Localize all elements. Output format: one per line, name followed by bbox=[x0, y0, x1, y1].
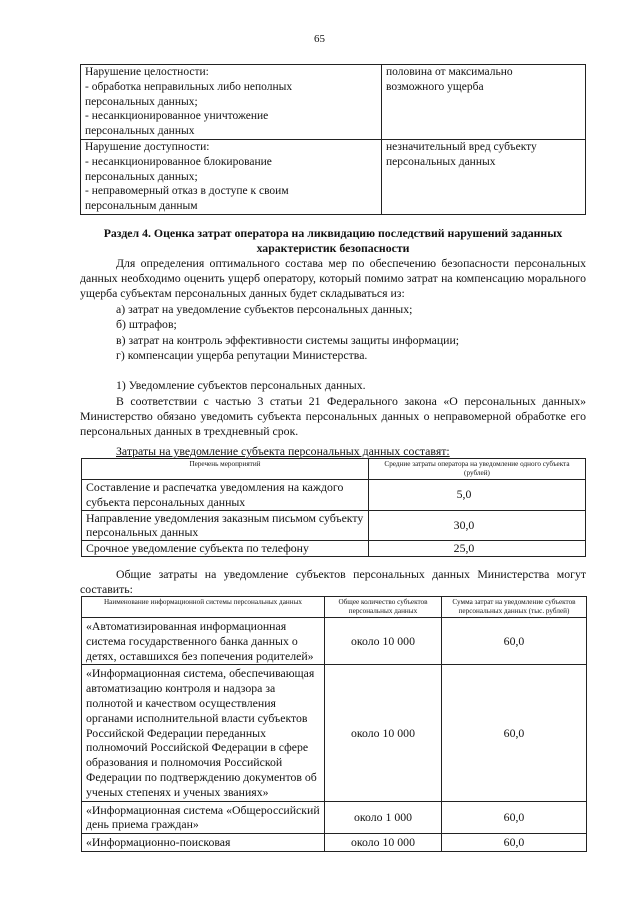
table-row bbox=[82, 834, 587, 852]
table-cell: Направление уведомления заказным письмом субъекту персональных данных bbox=[82, 510, 369, 541]
list-item: б) штрафов; bbox=[116, 317, 177, 331]
table-cell: Срочное уведомление субъекта по телефону bbox=[82, 541, 369, 557]
table-header-row bbox=[82, 459, 586, 480]
body-paragraph: В соответствии с частью 3 статьи 21 Федерального закона «О персональных данных» Министерство обязано уведомить субъекта персональных данных о неправомерной обработке его персональных данных в трехдневный срок. bbox=[80, 394, 586, 439]
table-cell: 25,0 bbox=[369, 541, 586, 557]
cell-line: возможного ущерба bbox=[386, 80, 484, 93]
table-cell: около 10 000 bbox=[325, 618, 442, 665]
table-cell: около 10 000 bbox=[325, 665, 442, 801]
table-cell bbox=[382, 139, 586, 214]
table-cell: 5,0 bbox=[369, 480, 586, 511]
cell-line: - неправомерный отказ в доступе к своим bbox=[85, 185, 289, 198]
list-item: в) затрат на контроль эффективности системы защиты информации; bbox=[116, 333, 460, 347]
cell-line: персональным данным bbox=[85, 200, 198, 213]
column-header: Перечень мероприятий bbox=[82, 459, 369, 480]
table-row bbox=[81, 65, 586, 140]
section-title-line: характеристик безопасности bbox=[256, 241, 410, 255]
table-cell bbox=[81, 139, 382, 214]
table-row bbox=[82, 618, 587, 665]
table-cell bbox=[81, 65, 382, 140]
table-cell: 60,0 bbox=[442, 665, 587, 801]
page-number: 65 bbox=[314, 33, 325, 45]
subheading: 1) Уведомление субъектов персональных данных. bbox=[116, 378, 366, 392]
table-header-row bbox=[82, 597, 587, 618]
table-cell bbox=[382, 65, 586, 140]
violations-table bbox=[80, 64, 586, 215]
cell-line: персональных данных; bbox=[85, 170, 198, 183]
table-cell: «Автоматизированная информационная система государственного банка данных о детях, оставшихся без попечения родителей» bbox=[82, 618, 325, 665]
notification-costs-table bbox=[81, 458, 586, 557]
cell-line: персональных данных bbox=[386, 155, 496, 168]
table-cell: 60,0 bbox=[442, 834, 587, 852]
table-cell: 60,0 bbox=[442, 618, 587, 665]
table-row bbox=[81, 139, 586, 214]
cell-line: персональных данных; bbox=[85, 95, 198, 108]
table-cell: «Информационно-поисковая bbox=[82, 834, 325, 852]
cell-line: - несанкционированное блокирование bbox=[85, 155, 272, 168]
list-item: г) компенсации ущерба репутации Министерства. bbox=[116, 348, 368, 362]
table-cell: 30,0 bbox=[369, 510, 586, 541]
cell-line: Нарушение доступности: bbox=[85, 140, 210, 153]
column-header: Наименование информационной системы персональных данных bbox=[82, 597, 325, 618]
total-costs-table bbox=[81, 596, 587, 852]
section-title-line: Раздел 4. Оценка затрат оператора на ликвидацию последствий нарушений заданных bbox=[103, 226, 563, 240]
cell-line: - несанкционированное уничтожение bbox=[85, 110, 269, 123]
cell-line: персональных данных bbox=[85, 125, 195, 138]
table-caption: Затраты на уведомление субъекта персональных данных составят: bbox=[116, 444, 450, 458]
cell-line: незначительный вред субъекту bbox=[386, 140, 537, 153]
section-title bbox=[80, 226, 586, 256]
table-cell: Составление и распечатка уведомления на каждого субъекта персональных данных bbox=[82, 480, 369, 511]
table-row bbox=[82, 801, 587, 834]
table-row bbox=[82, 510, 586, 541]
table-cell: 60,0 bbox=[442, 801, 587, 834]
table-cell: около 10 000 bbox=[325, 834, 442, 852]
list-item: а) затрат на уведомление субъектов персональных данных; bbox=[116, 302, 413, 316]
table-cell: около 1 000 bbox=[325, 801, 442, 834]
column-header: Сумма затрат на уведомление субъектов персональных данных (тыс. рублей) bbox=[442, 597, 587, 618]
cell-line: - обработка неправильных либо неполных bbox=[85, 80, 293, 93]
table-cell: «Информационная система «Общероссийский день приема граждан» bbox=[82, 801, 325, 834]
column-header: Средние затраты оператора на уведомление одного субъекта (рублей) bbox=[369, 459, 586, 480]
column-header: Общее количество субъектов персональных данных bbox=[325, 597, 442, 618]
table-row bbox=[82, 480, 586, 511]
table-row bbox=[82, 665, 587, 801]
table-cell: «Информационная система, обеспечивающая автоматизацию контроля и надзора за полнотой и качеством осуществления органами исполнительной власти субъектов Российской Федерации переданных полномочий Российской Федерации в сфере образования и полномочия Российской Федерации по подтверждению документов об ученых степенях и ученых званиях» bbox=[82, 665, 325, 801]
intro-paragraph: Для определения оптимального состава мер по обеспечению безопасности персональных данных необходимо оценить ущерб оператору, который помимо затрат на компенсацию морального ущерба субъектам персональных данных будет складываться из: bbox=[80, 256, 586, 301]
cell-line: Нарушение целостности: bbox=[85, 66, 209, 78]
cell-line: половина от максимально bbox=[386, 66, 513, 78]
table-row bbox=[82, 541, 586, 557]
body-paragraph: Общие затраты на уведомление субъектов персональных данных Министерства могут составить: bbox=[80, 567, 586, 597]
